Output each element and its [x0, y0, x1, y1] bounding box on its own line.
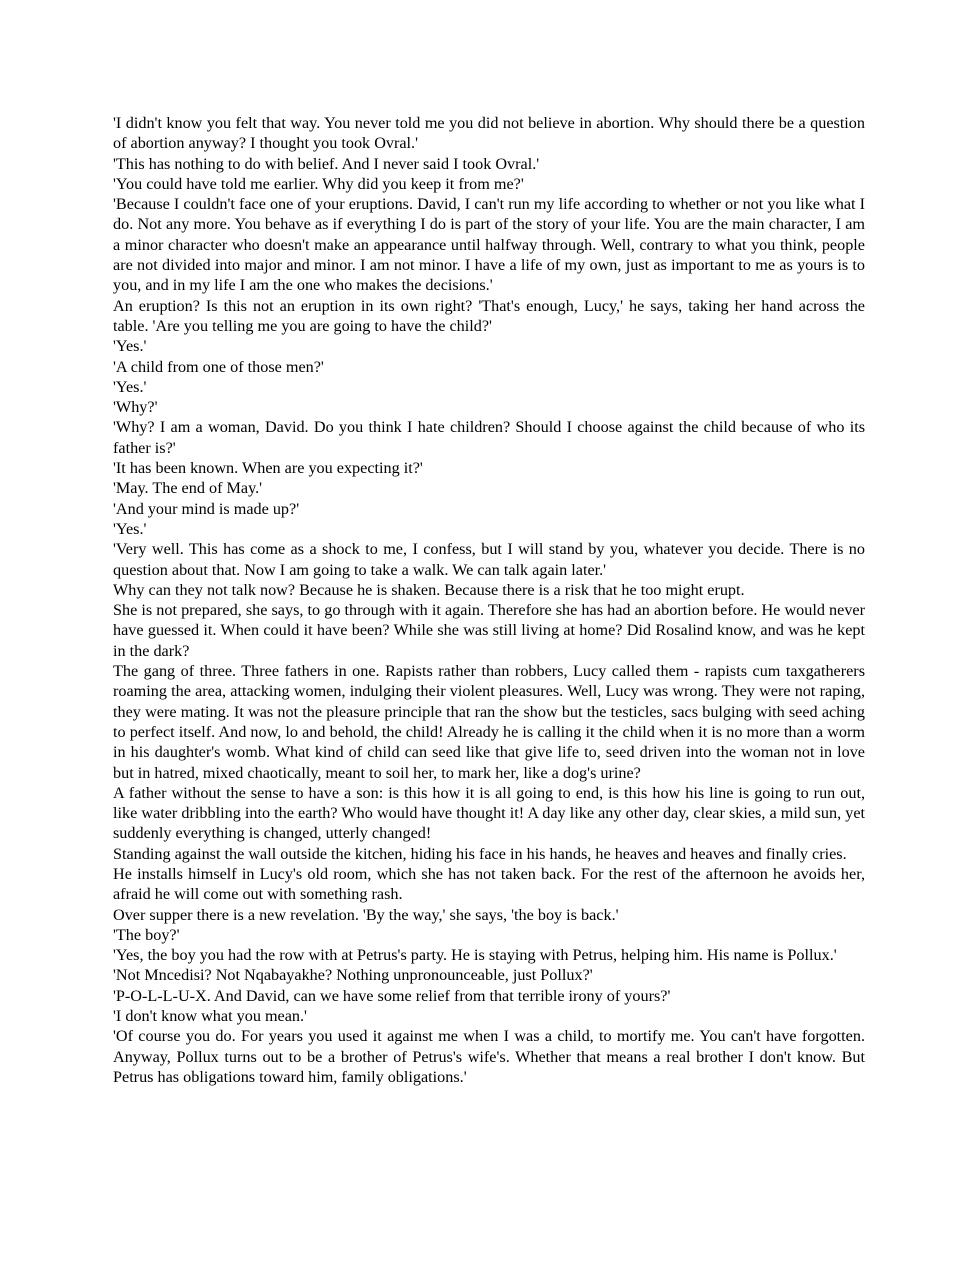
paragraph-19: A father without the sense to have a son: is this how it is all going to end, is this how his line is going to run out, like water dribbling into the earth? Who would have thought it! A day like any other day, clear skies, a mild sun, yet suddenly everything is changed, utterly changed! — [113, 783, 865, 843]
paragraph-15: 'Very well. This has come as a shock to me, I confess, but I will stand by you, whatever you decide. There is no question about that. Now I am going to take a walk. We can talk again later.' — [113, 540, 865, 579]
paragraph-27: 'I don't know what you mean.' — [113, 1007, 307, 1026]
paragraph-26: 'P-O-L-L-U-X. And David, can we have some relief from that terrible irony of yours?' — [113, 986, 671, 1005]
paragraph-9: 'Why?' — [113, 398, 158, 417]
paragraph-20: Standing against the wall outside the kitchen, hiding his face in his hands, he heaves and heaves and finally cries. — [113, 844, 847, 863]
document-page — [113, 113, 865, 1087]
paragraph-7: 'A child from one of those men?' — [113, 357, 324, 376]
paragraph-24: 'Yes, the boy you had the row with at Petrus's party. He is staying with Petrus, helping him. His name is Pollux.' — [113, 946, 837, 965]
paragraph-16: Why can they not talk now? Because he is shaken. Because there is a risk that he too might erupt. — [113, 580, 745, 599]
paragraph-5: An eruption? Is this not an eruption in its own right? 'That's enough, Lucy,' he says, taking her hand across the table. 'Are you telling me you are going to have the child?' — [113, 296, 865, 335]
paragraph-10: 'Why? I am a woman, David. Do you think I hate children? Should I choose against the child because of who its father is?' — [113, 418, 865, 457]
paragraph-1: 'I didn't know you felt that way. You never told me you did not believe in abortion. Why should there be a question of abortion anyway? I thought you took Ovral.' — [113, 114, 865, 153]
paragraph-4: 'Because I couldn't face one of your eruptions. David, I can't run my life according to whether or not you like what I do. Not any more. You behave as if everything I do is part of the story of your life. You are the main character, I am a minor character who doesn't make an appearance until halfway through. Well, contrary to what you think, people are not divided into major and minor. I am not minor. I have a life of my own, just as important to me as yours is to you, and in my life I am the one who makes the decisions.' — [113, 195, 865, 295]
paragraph-25: 'Not Mncedisi? Not Nqabayakhe? Nothing unpronounceable, just Pollux?' — [113, 966, 593, 985]
paragraph-18: The gang of three. Three fathers in one. Rapists rather than robbers, Lucy called them - rapists cum taxgatherers roaming the area, attacking women, indulging their violent pleasures. Well, Lucy was wrong. They were not raping, they were mating. It was not the pleasure principle that ran the show but the testicles, sacs bulging with seed aching to perfect itself. And now, lo and behold, the child! Already he is calling it the child when it is no more than a worm in his daughter's womb. What kind of child can seed like that give life to, seed driven into the woman not in love but in hatred, mixed chaotically, meant to soil her, to mark her, like a dog's urine? — [113, 662, 865, 782]
paragraph-23: 'The boy?' — [113, 925, 180, 944]
paragraph-8: 'Yes.' — [113, 377, 147, 396]
paragraph-13: 'And your mind is made up?' — [113, 499, 300, 518]
paragraph-6: 'Yes.' — [113, 337, 147, 356]
paragraph-28: 'Of course you do. For years you used it against me when I was a child, to mortify me. You can't have forgotten. Anyway, Pollux turns out to be a brother of Petrus's wife's. Whether that means a real brother I don't know. But Petrus has obligations toward him, family obligations.' — [113, 1027, 865, 1086]
paragraph-22: Over supper there is a new revelation. 'By the way,' she says, 'the boy is back.' — [113, 905, 619, 924]
paragraph-11: 'It has been known. When are you expecting it?' — [113, 459, 423, 478]
paragraph-14: 'Yes.' — [113, 519, 147, 538]
paragraph-21: He installs himself in Lucy's old room, which she has not taken back. For the rest of the afternoon he avoids her, afraid he will come out with something rash. — [113, 864, 865, 904]
paragraph-3: 'You could have told me earlier. Why did you keep it from me?' — [113, 174, 524, 193]
paragraph-2: 'This has nothing to do with belief. And I never said I took Ovral.' — [113, 154, 540, 173]
paragraph-12: 'May. The end of May.' — [113, 479, 263, 498]
paragraph-17: She is not prepared, she says, to go through with it again. Therefore she has had an abortion before. He would never have guessed it. When could it have been? While she was still living at home? Did Rosalind know, and was he kept in the dark? — [113, 601, 865, 660]
